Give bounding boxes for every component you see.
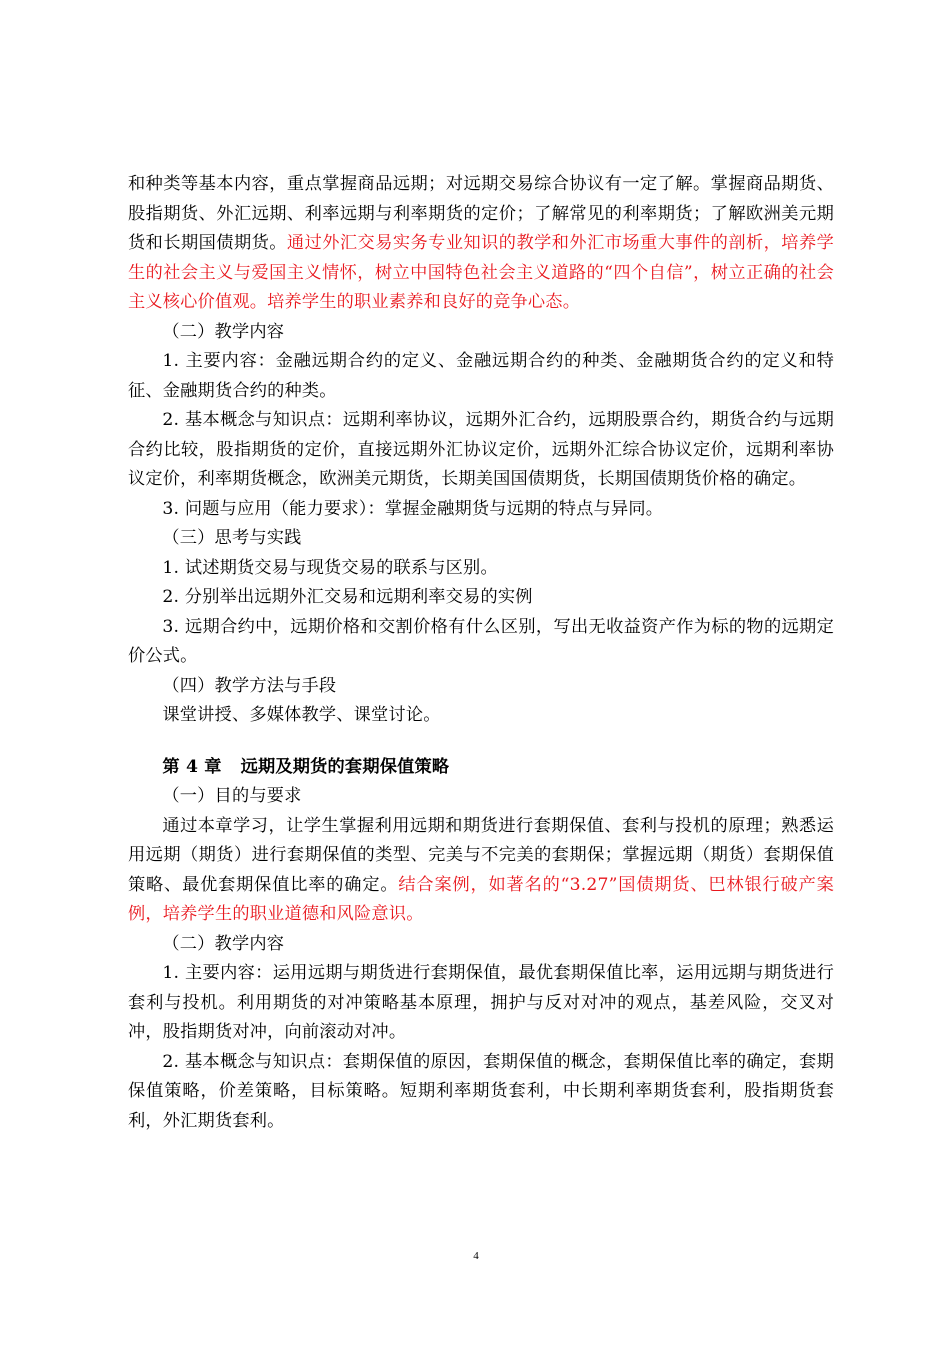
document-body — [128, 170, 834, 1136]
ch3-question-3: 3. 远期合约中，远期价格和交割价格有什么区别，写出无收益资产作为标的物的远期定价公式。 — [128, 616, 834, 666]
chapter-4-title: 远期及期货的套期保值策略 — [240, 756, 450, 777]
page-number: 4 — [473, 1250, 479, 1262]
ch3-content-heading: （二）教学内容 — [162, 321, 285, 342]
ch4-main-content: 1. 主要内容：运用远期与期货进行套期保值，最优套期保值比率，运用远期与期货进行套利与投机。利用期货的对冲策略基本原理，拥护与反对对冲的观点，基差风险，交叉对冲，股指期货对冲，向前滚动对冲。 — [128, 963, 834, 1042]
ch3-methods-heading: （四）教学方法与手段 — [162, 675, 337, 696]
ch3-methods-text: 课堂讲授、多媒体教学、课堂讨论。 — [162, 705, 441, 725]
ch3-main-content: 1. 主要内容：金融远期合约的定义、金融远期合约的种类、金融期货合约的定义和特征、金融期货合约的种类。 — [128, 351, 834, 401]
ch4-goals-text: 通过本章学习，让学生掌握利用远期和期货进行套期保值、套利与投机的原理；熟悉运用远期（期货）进行套期保值的类型、完美与不完美的套期保；掌握远期（期货）套期保值策略、最优套期保值比率的确定。 — [128, 815, 834, 895]
chapter-4-label: 第 4 章 — [162, 756, 222, 777]
ch4-content-heading: （二）教学内容 — [162, 933, 285, 954]
ch3-practice-heading: （三）思考与实践 — [162, 528, 302, 548]
intro-text: 和种类等基本内容，重点掌握商品远期；对远期交易综合协议有一定了解。掌握商品期货、股指期货、外汇远期、利率远期与利率期货的定价；了解常见的利率期货；了解欧洲美元期货和长期国债期货。 — [128, 174, 834, 253]
chapter-4-heading — [128, 753, 834, 783]
ch3-question-2: 2. 分别举出远期外汇交易和远期利率交易的实例 — [162, 587, 533, 607]
intro-paragraph — [128, 170, 834, 318]
ideology-goal-text: 通过外汇交易实务专业知识的教学和外汇市场重大事件的剖析，培养学生的社会主义与爱国主义情怀，树立中国特色社会主义道路的“四个自信”，树立正确的社会主义核心价值观。培养学生的职业素养和良好的竞争心态。 — [128, 233, 835, 312]
ch3-question-1: 1. 试述期货交易与现货交易的联系与区别。 — [162, 557, 498, 578]
ch3-applications: 3. 问题与应用（能力要求）：掌握金融期货与远期的特点与异同。 — [162, 498, 664, 519]
ch4-ethics-goal-text: 结合案例，如著名的“3.27”国债期货、巴林银行破产案例，培养学生的职业道德和风险意识。 — [128, 874, 834, 924]
ch4-goals-heading: （一）目的与要求 — [162, 786, 302, 806]
ch4-goals-paragraph — [128, 812, 834, 930]
ch4-key-concepts: 2. 基本概念与知识点：套期保值的原因，套期保值的概念，套期保值比率的确定，套期保值策略，价差策略，目标策略。短期利率期货套利，中长期利率期货套利，股指期货套利，外汇期货套利。 — [128, 1051, 834, 1131]
ch3-key-concepts: 2. 基本概念与知识点：远期利率协议，远期外汇合约，远期股票合约，期货合约与远期合约比较，股指期货的定价，直接远期外汇协议定价，远期外汇综合协议定价，远期利率协议定价，利率期货概念，欧洲美元期货，长期美国国债期货，长期国债期货价格的确定。 — [128, 410, 834, 489]
